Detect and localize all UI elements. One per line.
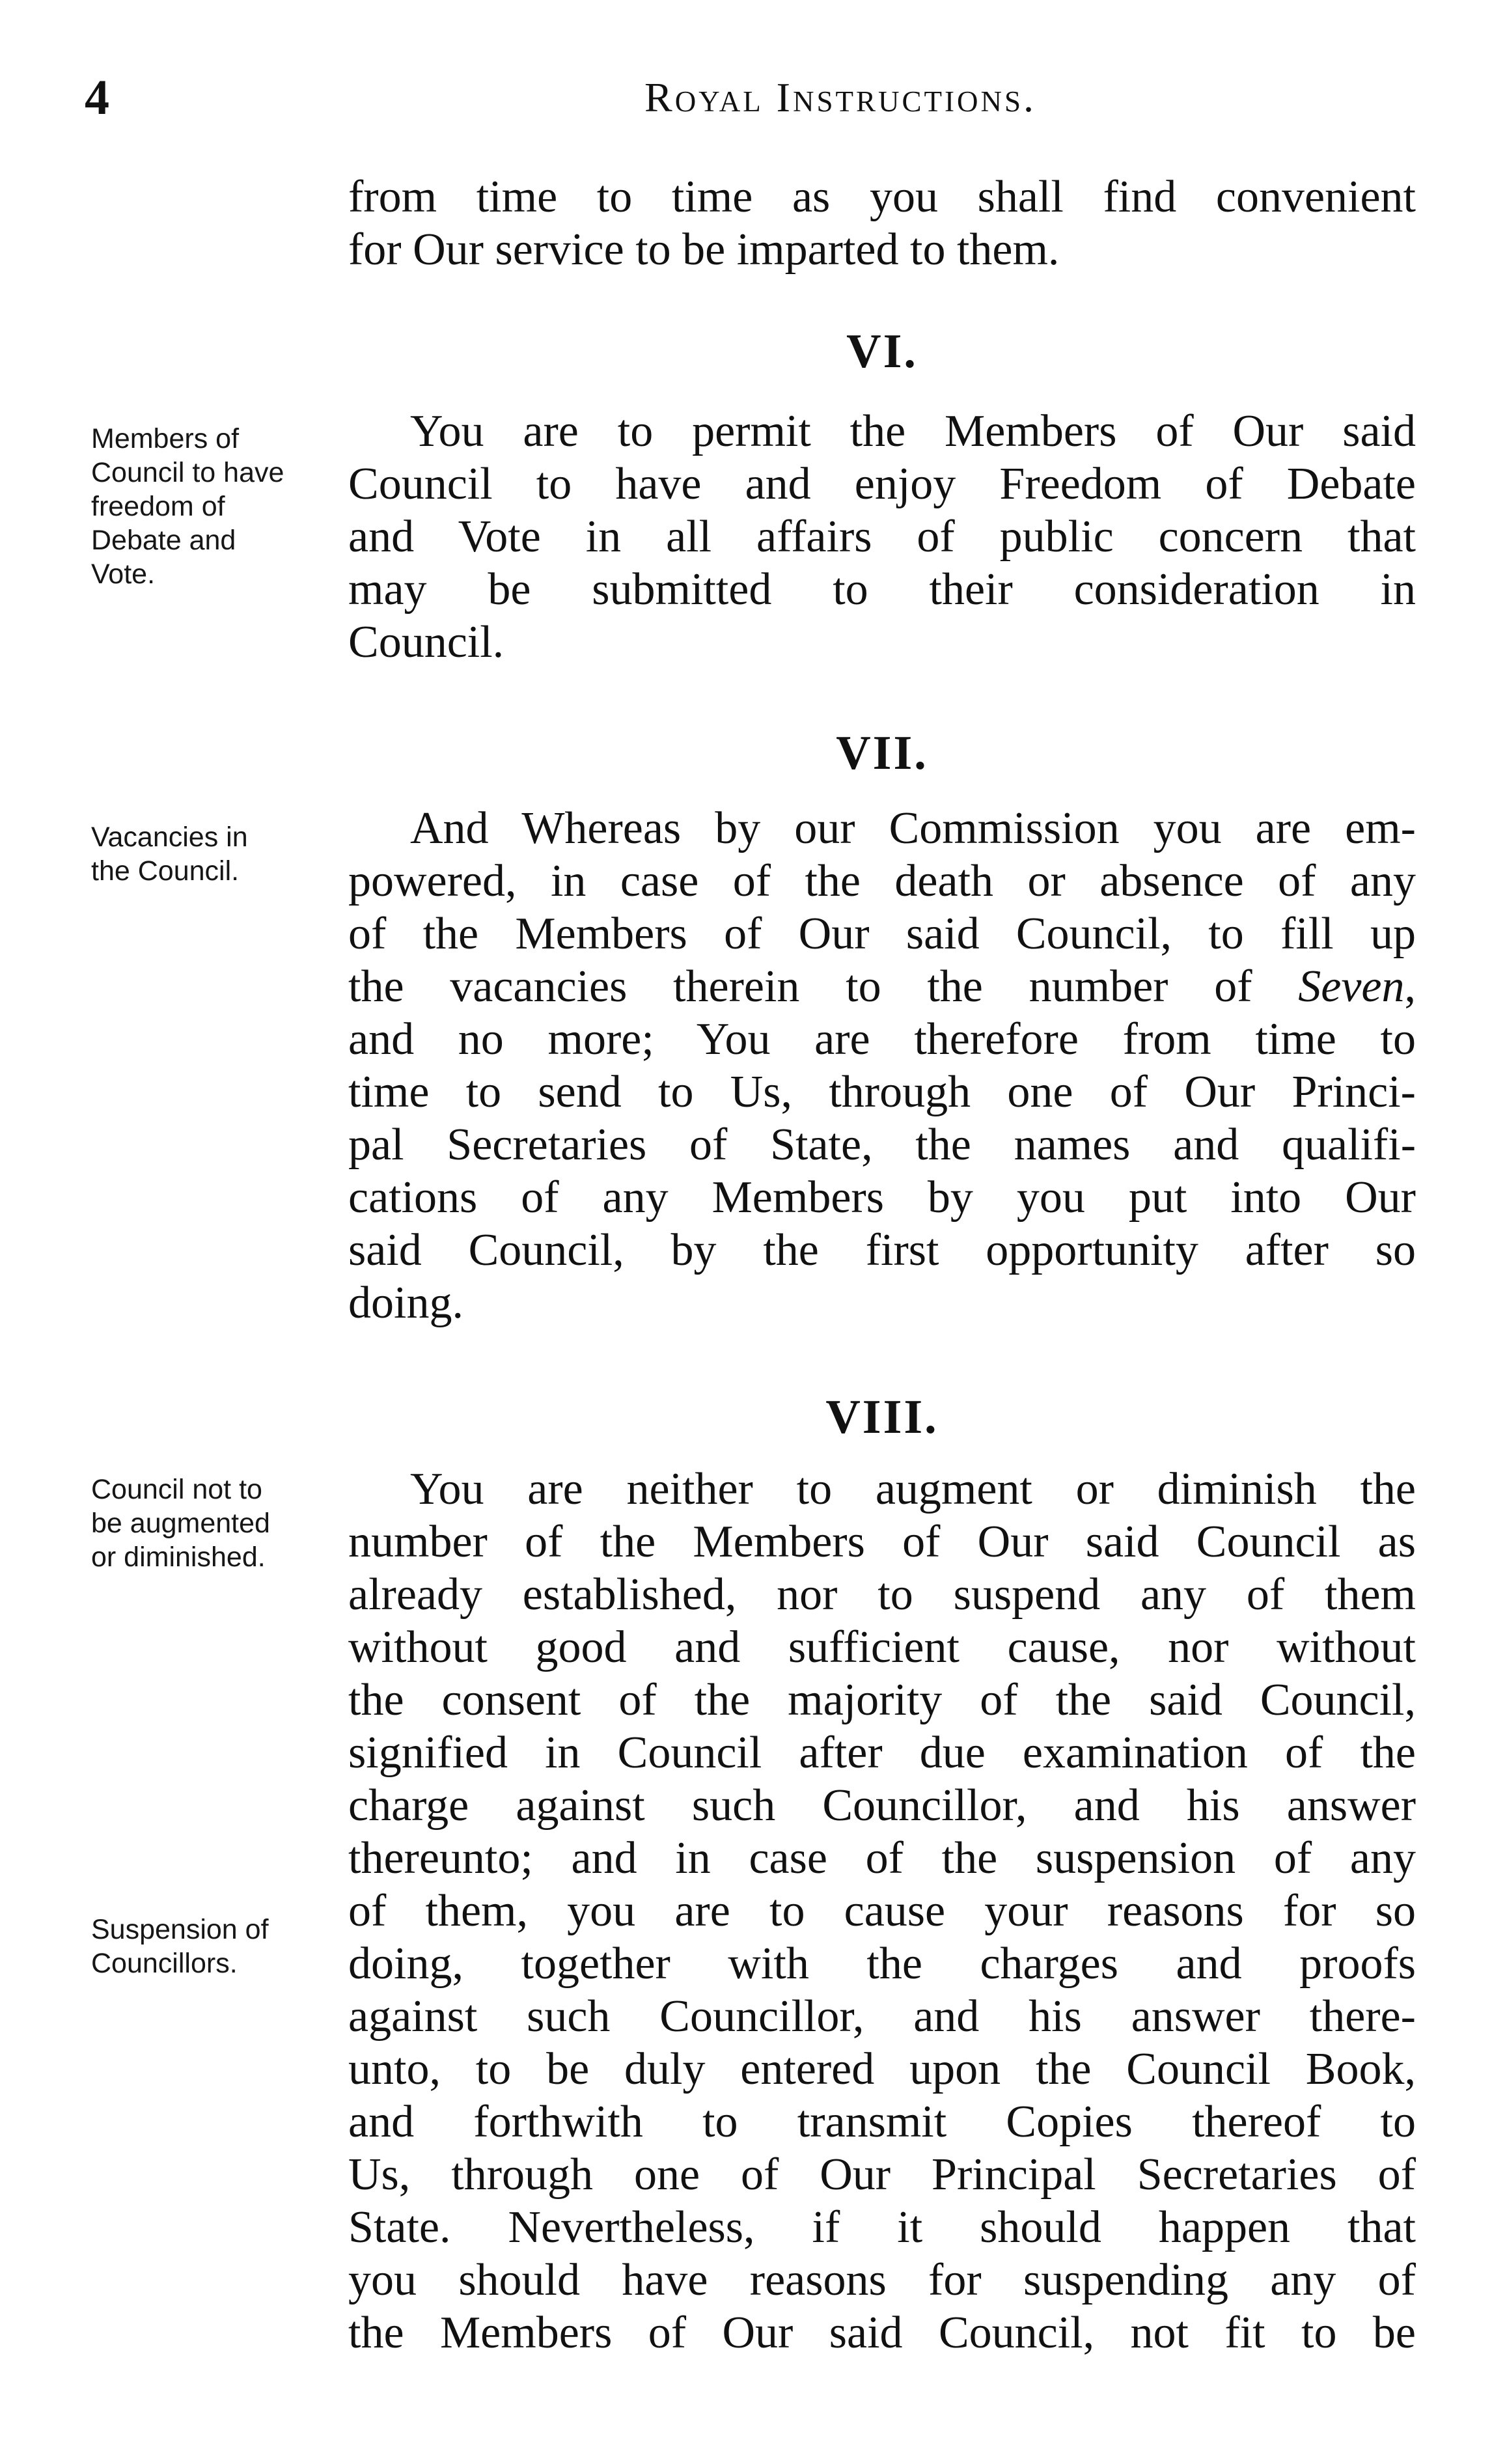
text-line: of them, you are to cause your reasons for so [348, 1886, 1416, 1936]
text-line: And Whereas by our Commission you are em- [410, 803, 1416, 853]
section-heading-viii: VIII. [825, 1391, 939, 1444]
text-line: cations of any Members by you put into Our [348, 1172, 1416, 1223]
side-note-freedom-of-debate [91, 422, 332, 591]
text-line: from time to time as you shall find convenient [348, 172, 1416, 222]
text-line: and forthwith to transmit Copies thereof to [348, 2097, 1416, 2147]
running-head: Royal Instructions. [644, 74, 1037, 120]
side-note-line: Vacancies in [91, 822, 248, 853]
text-line: and Vote in all affairs of public concern that [348, 512, 1416, 562]
section-heading-vi: VI. [846, 325, 918, 378]
text-line: for Our service to be imparted to them. [348, 225, 1060, 275]
text-line: doing, together with the charges and proofs [348, 1939, 1416, 1989]
text-line: said Council, by the first opportunity after so [348, 1225, 1416, 1275]
italic-word: Seven [1298, 962, 1405, 1012]
side-note-line: Vote. [91, 559, 156, 590]
text-line: already established, nor to suspend any of them [348, 1570, 1416, 1620]
paragraph-vii [348, 802, 1416, 1329]
side-note-line: Council to have [91, 457, 284, 488]
text-line: pal Secretaries of State, the names and qualifi- [348, 1120, 1416, 1170]
text-line: against such Councillor, and his answer there- [348, 1991, 1416, 2042]
side-note-line: or diminished. [91, 1542, 266, 1573]
side-note-line: Debate and [91, 525, 236, 556]
text-line: the consent of the majority of the said Council, [348, 1675, 1416, 1725]
paragraph-vi [348, 405, 1416, 669]
text-line: charge against such Councillor, and his answer [348, 1780, 1416, 1831]
text-line: the vacancies therein to the number of Seven, [348, 962, 1416, 1012]
side-note-suspension [91, 1913, 332, 1980]
text-line: without good and sufficient cause, nor without [348, 1622, 1416, 1672]
text-line: Us, through one of Our Principal Secretaries of [348, 2150, 1416, 2200]
side-note-line: be augmented [91, 1508, 270, 1539]
text-line: thereunto; and in case of the suspension of any [348, 1833, 1416, 1883]
intro-paragraph [348, 171, 1416, 276]
paragraph-viii [348, 1463, 1416, 2359]
side-note-vacancies [91, 820, 332, 888]
side-note-line: freedom of [91, 491, 225, 522]
side-note-line: Councillors. [91, 1948, 238, 1979]
side-note-council-not-augmented [91, 1473, 332, 1574]
text-line: time to send to Us, through one of Our Princi- [348, 1067, 1416, 1117]
text-line: doing. [348, 1278, 463, 1328]
text-line: may be submitted to their consideration in [348, 564, 1416, 615]
text-line: unto, to be duly entered upon the Council Book, [348, 2044, 1416, 2094]
text-line: Council. [348, 617, 504, 667]
text-line: Council to have and enjoy Freedom of Debate [348, 459, 1416, 509]
page-number: 4 [85, 70, 109, 125]
text-line: signified in Council after due examination of the [348, 1728, 1416, 1778]
text-line: You are to permit the Members of Our said [410, 406, 1416, 456]
text-line: You are neither to augment or diminish the [410, 1464, 1416, 1514]
page-header [85, 68, 1419, 127]
text-line: you should have reasons for suspending any of [348, 2255, 1416, 2305]
side-note-line: Members of [91, 423, 240, 454]
text-line: the Members of Our said Council, not fit to be [348, 2308, 1416, 2358]
side-note-line: the Council. [91, 855, 240, 887]
side-note-line: Suspension of [91, 1914, 269, 1945]
side-note-line: Council not to [91, 1474, 262, 1505]
text-line: of the Members of Our said Council, to fill up [348, 909, 1416, 959]
section-heading-vii: VII. [836, 727, 928, 780]
text-line: powered, in case of the death or absence of any [348, 856, 1416, 906]
text-line: and no more; You are therefore from time to [348, 1014, 1416, 1064]
text-line: number of the Members of Our said Council as [348, 1517, 1416, 1567]
text-line: State. Nevertheless, if it should happen that [348, 2202, 1416, 2252]
